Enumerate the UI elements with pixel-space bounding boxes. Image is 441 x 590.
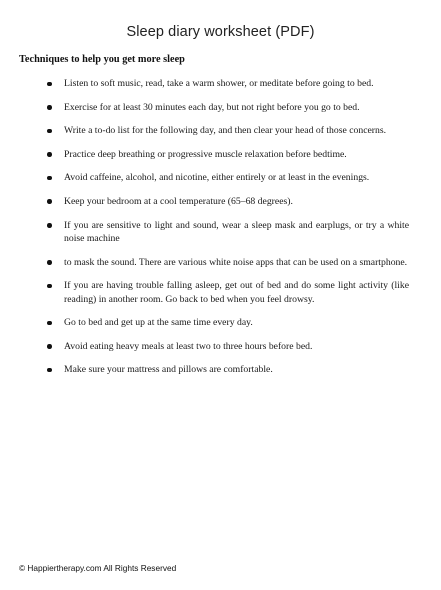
tip-text: Listen to soft music, read, take a warm shower, or meditate before going to bed. (64, 78, 374, 89)
list-item (47, 195, 409, 208)
list-item (47, 279, 409, 306)
list-item (47, 171, 409, 184)
tip-text: Practice deep breathing or progressive muscle relaxation before bedtime. (64, 148, 347, 160)
tip-text: Make sure your mattress and pillows are comfortable. (64, 364, 273, 376)
bullet-icon (47, 223, 52, 228)
bullet-icon (47, 321, 52, 326)
tip-text: Avoid caffeine, alcohol, and nicotine, either entirely or at least in the evenings. (64, 172, 370, 184)
tip-text: to mask the sound. There are various white noise apps that can be used on a smartphone. (64, 256, 408, 268)
bullet-icon (47, 260, 52, 265)
list-item (47, 148, 409, 161)
list-item (47, 363, 409, 376)
list-item (47, 219, 409, 246)
bullet-icon (47, 105, 52, 110)
bullet-icon (47, 199, 52, 204)
list-item (47, 101, 409, 114)
bullet-icon (47, 152, 52, 157)
bullet-icon (47, 82, 52, 87)
tip-text: If you are sensitive to light and sound, wear a sleep mask and earplugs, or try a white noise machine (64, 219, 409, 244)
tip-text: Exercise for at least 30 minutes each day, but not right before you go to bed. (64, 101, 360, 113)
tip-text: Keep your bedroom at a cool temperature (65–68 degrees). (64, 195, 293, 207)
section-heading: Techniques to help you get more sleep (19, 54, 185, 65)
bullet-icon (47, 129, 52, 134)
bullet-icon (47, 368, 52, 373)
tip-text: Go to bed and get up at the same time every day. (64, 317, 253, 329)
tip-text: Write a to-do list for the following day, and then clear your head of those concerns. (64, 125, 387, 137)
list-item (47, 256, 409, 269)
tip-text: Avoid eating heavy meals at least two to three hours before bed. (64, 340, 313, 352)
document-title: Sleep diary worksheet (PDF) (126, 24, 315, 40)
list-item (47, 124, 409, 137)
copyright-footer: © Happiertherapy.com All Rights Reserved (19, 563, 177, 573)
list-item (47, 77, 409, 90)
list-item (47, 316, 409, 329)
bullet-icon (47, 344, 52, 349)
bullet-icon (47, 176, 52, 181)
bullet-icon (47, 284, 52, 289)
tips-list (47, 77, 409, 387)
list-item (47, 340, 409, 353)
tip-text: If you are having trouble falling asleep, get out of bed and do some light activity (like reading) in another room. Go back to bed when you feel drowsy. (64, 280, 409, 305)
